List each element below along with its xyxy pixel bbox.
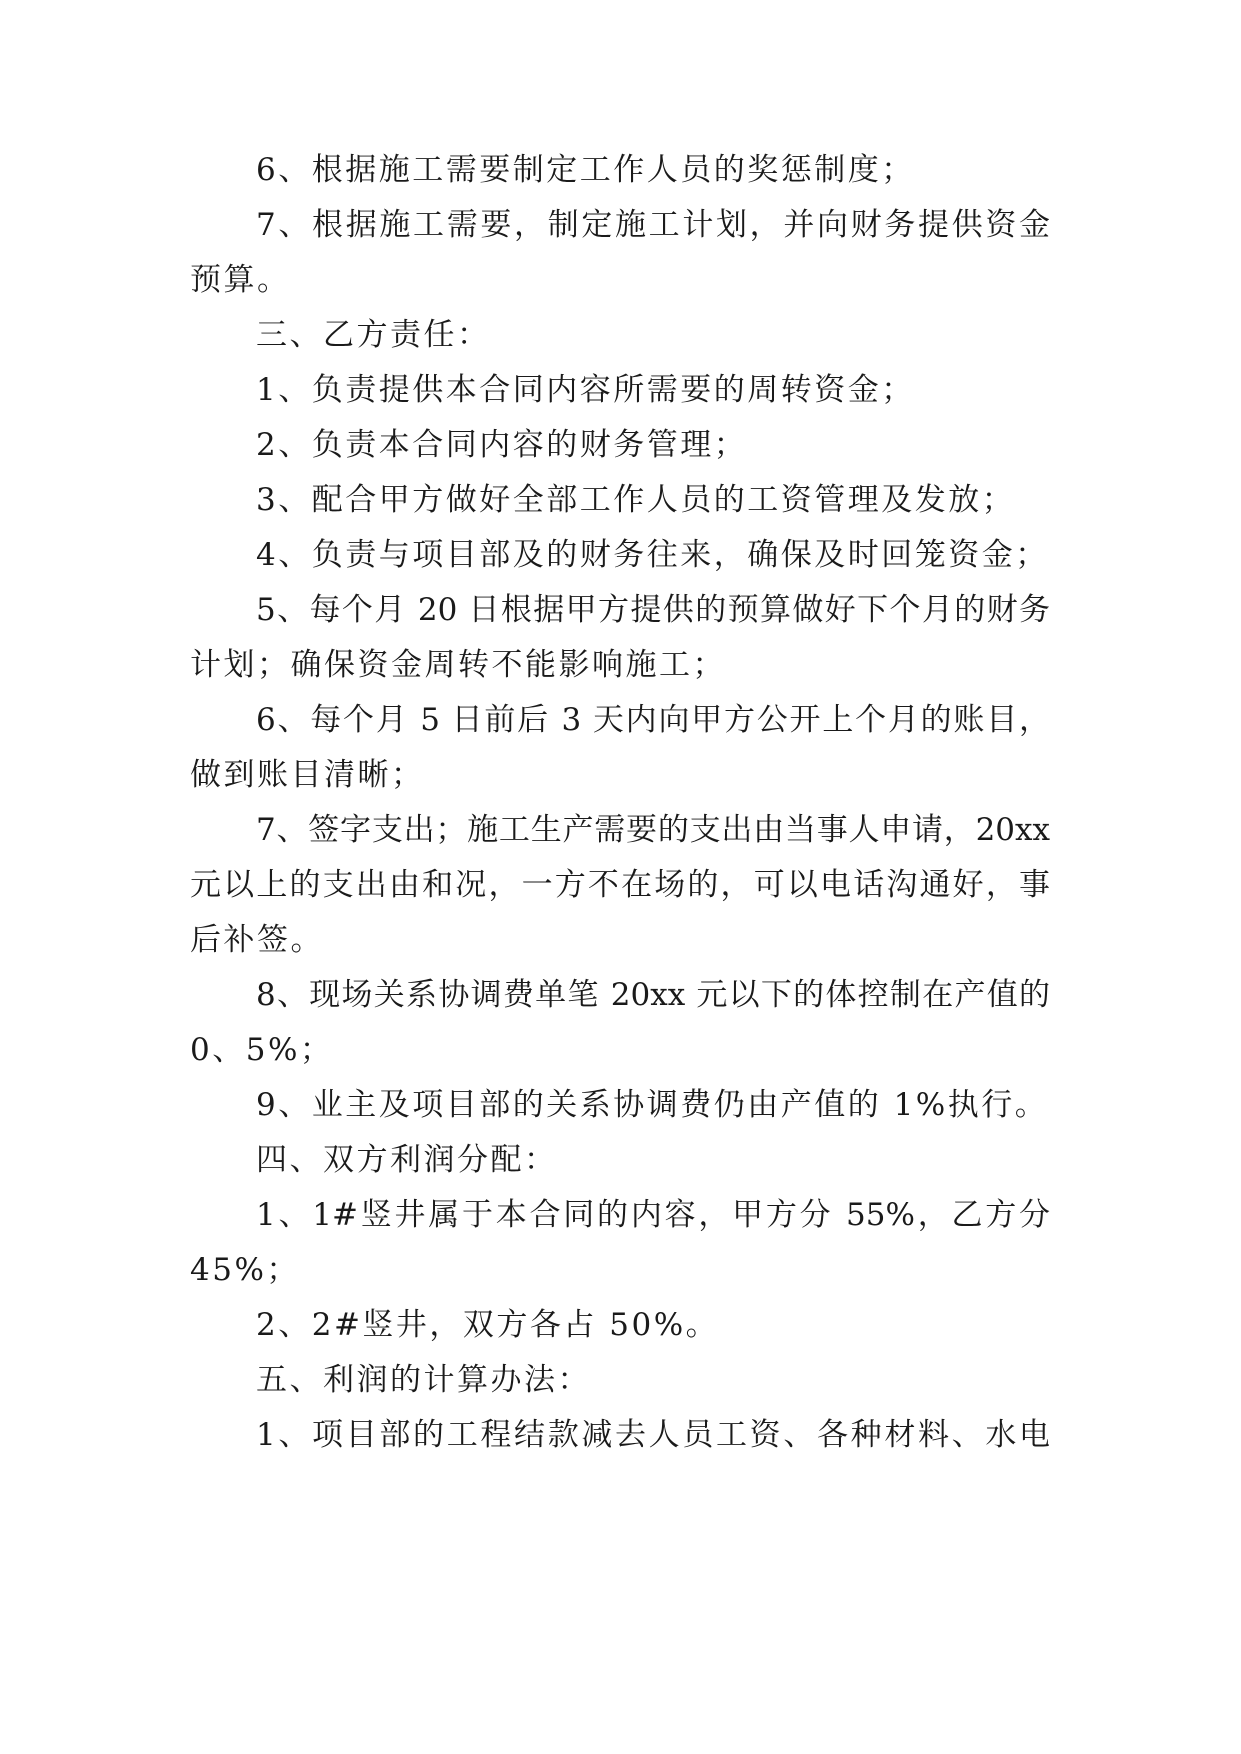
- text-line: 计划；确保资金周转不能影响施工；: [190, 647, 726, 683]
- text-line: 3、配合甲方做好全部工作人员的工资管理及发放；: [256, 482, 1016, 518]
- section-heading: 三、乙方责任：: [256, 317, 491, 353]
- text-line: 4、负责与项目部及的财务往来，确保及时回笼资金；: [256, 537, 1049, 573]
- text-line: 1、负责提供本合同内容所需要的周转资金；: [256, 372, 915, 408]
- text-line: 7、根据施工需要，制定施工计划，并向财务提供资金: [256, 207, 1050, 243]
- text-line: 0、5%；: [190, 1032, 334, 1068]
- text-line: 8、现场关系协调费单笔 20xx 元以下的体控制在产值的: [256, 977, 1050, 1013]
- text-line: 1、1#竖井属于本合同的内容，甲方分 55%，乙方分: [256, 1197, 1050, 1233]
- text-line: 做到账目清晰；: [190, 757, 425, 793]
- text-line: 7、签字支出；施工生产需要的支出由当事人申请，20xx: [256, 812, 1050, 848]
- text-line: 2、2#竖井，双方各占 50%。: [256, 1307, 720, 1343]
- text-line: 2、负责本合同内容的财务管理；: [256, 427, 748, 463]
- text-line: 5、每个月 20 日根据甲方提供的预算做好下个月的财务: [256, 592, 1050, 628]
- text-line: 1、项目部的工程结款减去人员工资、各种材料、水电: [256, 1417, 1050, 1453]
- text-line: 元以上的支出由和况，一方不在场的，可以电话沟通好，事: [190, 867, 1050, 903]
- section-heading: 四、双方利润分配：: [256, 1142, 558, 1178]
- text-line: 6、根据施工需要制定工作人员的奖惩制度；: [256, 152, 915, 188]
- section-heading: 五、利润的计算办法：: [256, 1362, 591, 1398]
- text-line: 9、业主及项目部的关系协调费仍由产值的 1%执行。: [256, 1087, 1049, 1123]
- text-line: 后补签。: [190, 922, 324, 958]
- text-line: 预算。: [190, 262, 291, 298]
- text-line: 45%；: [190, 1252, 300, 1288]
- text-line: 6、每个月 5 日前后 3 天内向甲方公开上个月的账目，: [256, 702, 1050, 738]
